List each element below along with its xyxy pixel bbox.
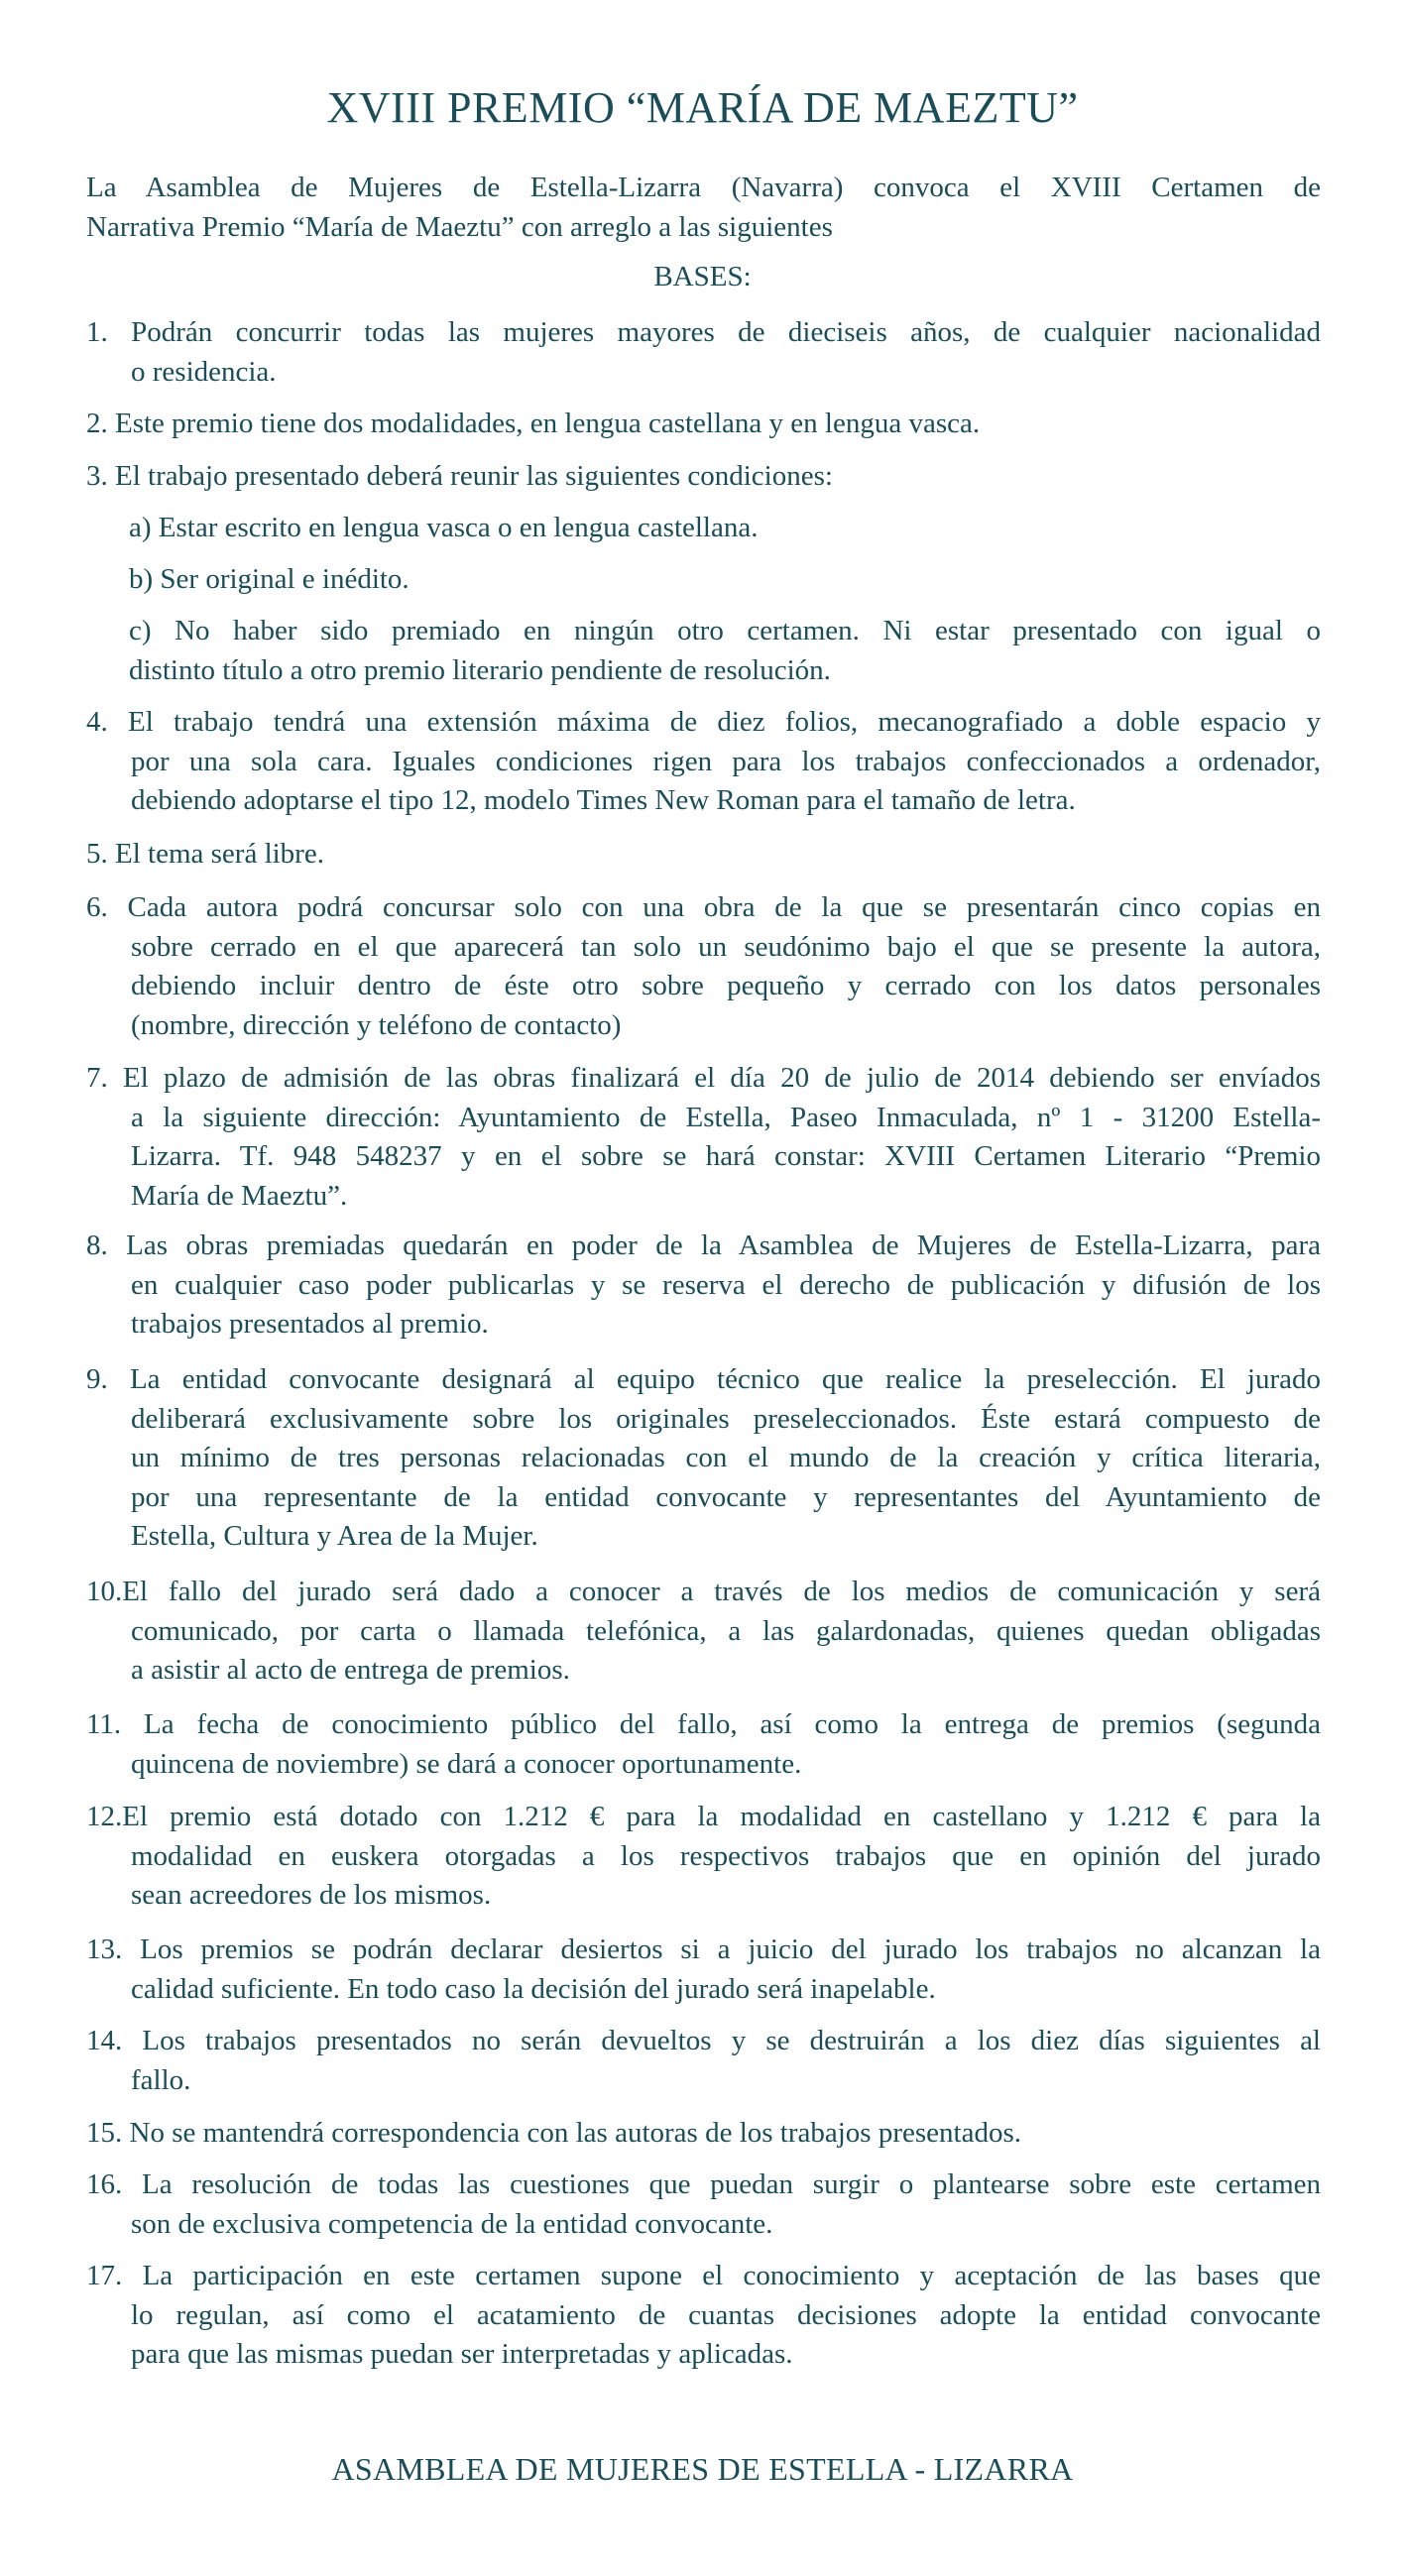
base-item-line: a asistir al acto de entrega de premios. bbox=[131, 1654, 570, 1686]
base-item-5 bbox=[86, 835, 1321, 875]
base-item-line: un mínimo de tres personas relacionadas con el mundo de la creación y crítica literaria, bbox=[131, 1442, 1321, 1473]
base-item-11 bbox=[86, 1705, 1321, 1784]
base-item-line: fallo. bbox=[131, 2063, 191, 2096]
base-item-line: distinto título a otro premio literario pendiente de resolución. bbox=[129, 653, 831, 686]
base-item-line: en cualquier caso poder publicarlas y se reserva el derecho de publicación y difusión de los bbox=[131, 1268, 1321, 1301]
base-item-line: debiendo adoptarse el tipo 12, modelo Times New Roman para el tamaño de letra. bbox=[131, 784, 1076, 816]
base-item-1 bbox=[86, 313, 1321, 392]
base-item-line: sean acreedores de los mismos. bbox=[131, 1879, 492, 1911]
base-item-15 bbox=[86, 2114, 1321, 2154]
intro-paragraph bbox=[86, 168, 1321, 247]
base-item-line: trabajos presentados al premio. bbox=[131, 1308, 489, 1340]
base-item-b bbox=[86, 560, 1321, 600]
base-item-line: 17. La participación en este certamen supone el conocimiento y aceptación de las bases que bbox=[86, 2260, 1321, 2291]
base-item-8 bbox=[86, 1227, 1321, 1345]
base-item-line: calidad suficiente. En todo caso la decisión del jurado será inapelable. bbox=[131, 1972, 936, 2005]
base-item-line: quincena de noviembre) se dará a conocer oportunamente. bbox=[131, 1747, 802, 1780]
base-item-4 bbox=[86, 703, 1321, 821]
base-item-7 bbox=[86, 1059, 1321, 1216]
base-item-9 bbox=[86, 1360, 1321, 1557]
base-item-line: Lizarra. Tf. 948 548237 y en el sobre se hará constar: XVIII Certamen Literario “Premio bbox=[131, 1140, 1321, 1172]
base-item-14 bbox=[86, 2022, 1321, 2100]
base-item-line: b) Ser original e inédito. bbox=[129, 563, 410, 595]
base-item-line: 12.El premio está dotado con 1.212 € para la modalidad en castellano y 1.212 € para la bbox=[86, 1801, 1321, 1832]
base-item-line: 2. Este premio tiene dos modalidades, en lengua castellana y en lengua vasca. bbox=[86, 408, 981, 439]
base-item-line: 9. La entidad convocante designará al equipo técnico que realice la preselección. El jurado bbox=[86, 1363, 1321, 1395]
base-item-line: o residencia. bbox=[131, 355, 277, 388]
base-item-line: 8. Las obras premiadas quedarán en poder de la Asamblea de Mujeres de Estella-Lizarra, para bbox=[86, 1229, 1321, 1261]
document-title: XVIII PREMIO “MARÍA DE MAEZTU” bbox=[326, 83, 1079, 132]
base-item-line: c) No haber sido premiado en ningún otro certamen. Ni estar presentado con igual o bbox=[129, 615, 1321, 646]
intro-line: La Asamblea de Mujeres de Estella-Lizarra (Navarra) convoca el XVIII Certamen de bbox=[86, 172, 1321, 203]
base-item-line: Estella, Cultura y Area de la Mujer. bbox=[131, 1520, 538, 1552]
base-item-line: 1. Podrán concurrir todas las mujeres mayores de dieciseis años, de cualquier nacionalidad bbox=[86, 316, 1321, 348]
base-item-line: son de exclusiva competencia de la entidad convocante. bbox=[131, 2207, 773, 2240]
base-item-line: debiendo incluir dentro de éste otro sobre pequeño y cerrado con los datos personales bbox=[131, 970, 1321, 1001]
base-item-line: por una sola cara. Iguales condiciones rigen para los trabajos confeccionados a ordenador, bbox=[131, 745, 1321, 777]
base-item-line: sobre cerrado en el que aparecerá tan solo un seudónimo bajo el que se presente la autora, bbox=[131, 930, 1321, 963]
base-item-line: (nombre, dirección y teléfono de contacto) bbox=[131, 1008, 622, 1041]
base-item-line: María de Maeztu”. bbox=[131, 1179, 348, 1212]
base-item-line: lo regulan, así como el acatamiento de cuantas decisiones adopte la entidad convocante bbox=[131, 2298, 1321, 2331]
base-item-line: 15. No se mantendrá correspondencia con las autoras de los trabajos presentados. bbox=[86, 2117, 1021, 2149]
footer-signature: ASAMBLEA DE MUJERES DE ESTELLA - LIZARRA bbox=[331, 2451, 1074, 2487]
base-item-line: 11. La fecha de conocimiento público del fallo, así como la entrega de premios (segunda bbox=[86, 1708, 1321, 1740]
base-item-17 bbox=[86, 2257, 1321, 2375]
base-item-line: 5. El tema será libre. bbox=[86, 838, 324, 870]
base-item-10 bbox=[86, 1573, 1321, 1691]
base-item-line: a la siguiente dirección: Ayuntamiento de Estella, Paseo Inmaculada, nº 1 - 31200 Estella- bbox=[131, 1101, 1321, 1133]
base-item-line: 6. Cada autora podrá concursar solo con una obra de la que se presentarán cinco copias en bbox=[86, 891, 1321, 923]
base-item-line: comunicado, por carta o llamada telefónica, a las galardonadas, quienes quedan obligadas bbox=[131, 1614, 1321, 1647]
base-item-line: 13. Los premios se podrán declarar desiertos si a juicio del jurado los trabajos no alcanzan la bbox=[86, 1933, 1321, 1965]
base-item-16 bbox=[86, 2166, 1321, 2244]
base-item-2 bbox=[86, 405, 1321, 444]
base-item-line: 3. El trabajo presentado deberá reunir las siguientes condiciones: bbox=[86, 460, 833, 492]
bases-heading: BASES: bbox=[653, 261, 752, 293]
base-item-line: por una representante de la entidad convocante y representantes del Ayuntamiento de bbox=[131, 1480, 1321, 1513]
base-item-line: 7. El plazo de admisión de las obras finalizará el día 20 de julio de 2014 debiendo ser envíados bbox=[86, 1062, 1321, 1094]
base-item-line: 14. Los trabajos presentados no serán devueltos y se destruirán a los diez días siguientes al bbox=[86, 2025, 1321, 2056]
base-item-line: deliberará exclusivamente sobre los originales preseleccionados. Éste estará compuesto de bbox=[131, 1402, 1321, 1435]
base-item-6 bbox=[86, 888, 1321, 1045]
base-item-line: 10.El fallo del jurado será dado a conocer a través de los medios de comunicación y será bbox=[86, 1576, 1321, 1607]
base-item-line: a) Estar escrito en lengua vasca o en lengua castellana. bbox=[129, 512, 759, 543]
base-item-line: 4. El trabajo tendrá una extensión máxima de diez folios, mecanografiado a doble espacio y bbox=[86, 706, 1321, 738]
base-item-c bbox=[86, 612, 1321, 690]
intro-line: Narrativa Premio “María de Maeztu” con arreglo a las siguientes bbox=[86, 211, 833, 243]
base-item-a bbox=[86, 509, 1321, 548]
base-item-3 bbox=[86, 457, 1321, 497]
base-item-13 bbox=[86, 1931, 1321, 2009]
base-item-line: 16. La resolución de todas las cuestiones que puedan surgir o plantearse sobre este certamen bbox=[86, 2168, 1321, 2200]
base-item-line: para que las mismas puedan ser interpretadas y aplicadas. bbox=[131, 2338, 793, 2370]
base-item-12 bbox=[86, 1798, 1321, 1916]
base-item-line: modalidad en euskera otorgadas a los respectivos trabajos que en opinión del jurado bbox=[131, 1839, 1321, 1872]
